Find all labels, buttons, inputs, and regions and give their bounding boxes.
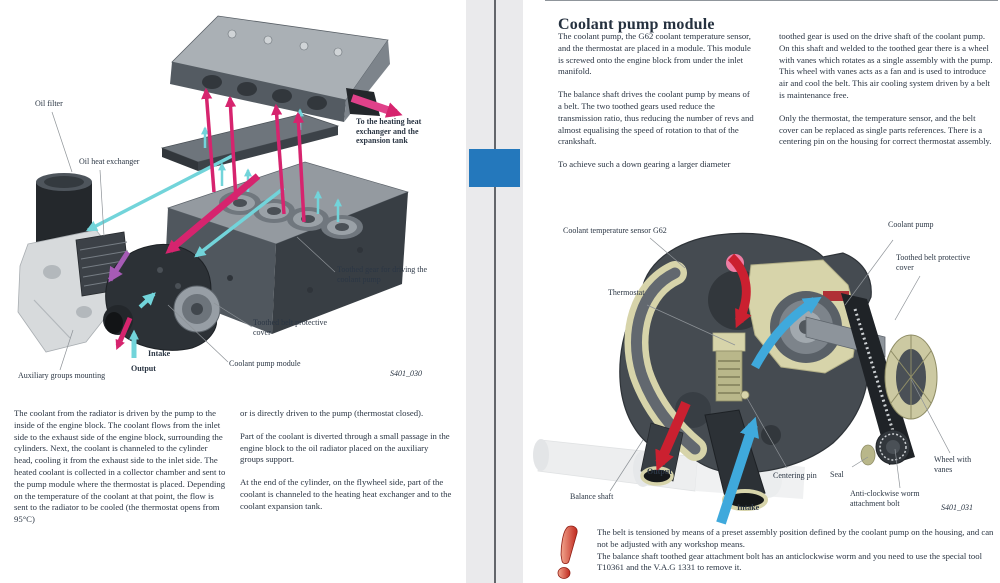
label-oil-filter: Oil filter xyxy=(35,99,63,108)
cylinder-head-art xyxy=(170,16,390,122)
note-paragraph: The belt is tensioned by means of a preset assembly position defined by the coolant pump on the housing, and can not be adjusted with any workshop means. xyxy=(597,527,994,549)
paragraph: The balance shaft drives the coolant pump by means of a belt. The two toothed gears used reduce the transmission ratio, thus reducing the number of revs and almost equalising the speed of rotation to that of the crankshaft. xyxy=(558,89,754,147)
label-aux-mounting: Auxiliary groups mounting xyxy=(18,371,106,380)
binding-line xyxy=(494,0,496,583)
right-page xyxy=(523,0,1000,583)
paragraph: Only the thermostat, the temperature sensor, and the belt cover can be replaced as single parts references. There is a centering pin on the housing for correct thermostat assembly. xyxy=(779,112,992,147)
label-worm-bolt: Anti-clockwise worm attachment bolt xyxy=(850,489,920,508)
label-to-heating: To the heating heat exchanger and the expansion tank xyxy=(356,117,422,146)
left-column-2 xyxy=(240,408,454,537)
centering-pin-art xyxy=(741,391,749,399)
label-output-2: Output xyxy=(647,467,672,476)
left-page xyxy=(0,0,466,583)
paragraph: At the end of the cylinder, on the flywheel side, part of the coolant is channeled to the heating heat exchanger and to the coolant expansion tank. xyxy=(240,477,452,511)
label-toothed-gear: Toothed gear for driving the coolant pump xyxy=(337,265,428,284)
paragraph: Part of the coolant is diverted through a small passage in the engine block to the oil radiator placed on the auxiliary groups support. xyxy=(240,430,450,465)
label-intake-2: Intake xyxy=(737,503,760,512)
right-column-2 xyxy=(779,31,994,182)
label-output: Output xyxy=(131,364,156,373)
label-wheel-vanes: Wheel with vanes xyxy=(934,455,972,474)
label-oil-heat-exchanger: Oil heat exchanger xyxy=(79,157,140,166)
label-belt-cover-2: Toothed belt protective cover xyxy=(896,253,971,272)
paragraph: To achieve such a down gearing a larger diameter xyxy=(558,159,731,170)
left-page-body xyxy=(14,408,454,537)
label-belt-cover: Toothed belt protective cover xyxy=(253,318,328,337)
page-gutter xyxy=(466,0,523,583)
label-thermostat: Thermostat xyxy=(608,288,645,297)
label-intake: Intake xyxy=(148,349,171,358)
right-page-body xyxy=(558,31,994,182)
label-temp-sensor: Coolant temperature sensor G62 xyxy=(563,226,667,235)
header-rule xyxy=(545,0,998,1)
page-title: Coolant pump module xyxy=(558,15,715,33)
left-column-1 xyxy=(14,408,228,537)
figure-code-right: S401_031 xyxy=(941,503,973,512)
right-column-1 xyxy=(558,31,754,182)
label-seal: Seal xyxy=(830,470,844,479)
paragraph: toothed gear is used on the drive shaft of the coolant pump. On this shaft and welded to the toothed gear there is a wheel with vanes which rotates as a single assembly with the pump. This wheel with vanes acts as a fan and is used to introduce air and cool the belt. This air cooling system driven by a belt is maintenance free. xyxy=(779,31,993,100)
label-balance-shaft: Balance shaft xyxy=(570,492,614,501)
label-coolant-pump: Coolant pump xyxy=(888,220,934,229)
caution-note xyxy=(597,527,995,574)
paragraph: The coolant pump, the G62 coolant temperature sensor, and the thermostat are placed in a module. This module is screwed onto the engine block from under the inlet manifold. xyxy=(558,31,751,77)
head-gasket-art xyxy=(162,114,338,171)
blue-tab-marker xyxy=(469,149,520,187)
engine-exploded-diagram xyxy=(0,0,466,400)
seal-art xyxy=(861,445,875,465)
wheel-with-vanes-art xyxy=(885,335,937,419)
note-paragraph: The balance shaft toothed gear attachment bolt has an anticlockwise worm and you need to use the special tool T10361 and the V.A.G 1331 to remove it. xyxy=(597,550,983,573)
paragraph: The coolant from the radiator is driven by the pump to the inside of the engine block. The coolant flows from the inlet side to the exhaust side of the engine block, surrounding the cylinders. Next, the coolant is channeled to the cylinder head, cooling it from the exhaust side to the inlet side. The heated coolant is collected in a collector chamber and sent to the pump module where the thermostat is placed. Depending on the temperature of the coolant at that point, the flow is sent to the radiator to be cooled (the thermostat opens from 95°C) xyxy=(14,408,226,525)
label-pump-module: Coolant pump module xyxy=(229,359,301,368)
label-centering-pin: Centering pin xyxy=(773,471,817,480)
worm-gear-art xyxy=(876,430,910,464)
warning-exclamation-icon xyxy=(555,525,581,581)
thermostat-art xyxy=(713,333,745,401)
paragraph: or is directly driven to the pump (thermostat closed). xyxy=(240,408,424,418)
figure-code-left: S401_030 xyxy=(390,369,422,378)
